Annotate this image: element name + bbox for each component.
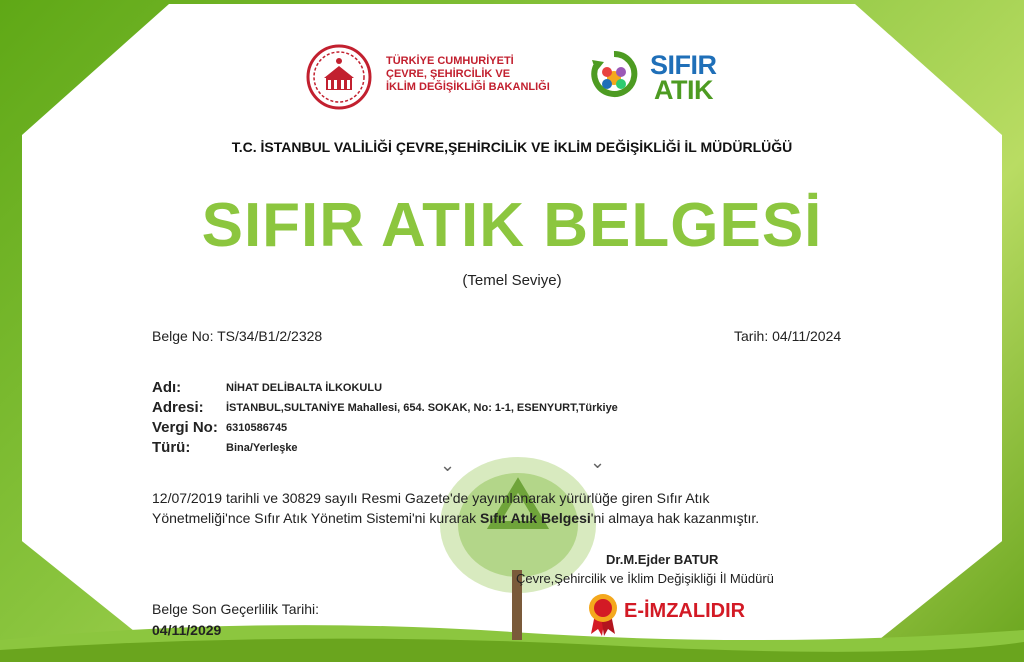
certificate-statement: [152, 488, 842, 528]
type-label: Türü:: [152, 439, 191, 456]
ministry-name: [386, 55, 550, 94]
address-label: Adresi:: [152, 399, 204, 416]
validity-date: 04/11/2029: [152, 622, 222, 638]
ministry-line-3: İKLİM DEĞİŞİKLİĞİ BAKANLIĞI: [386, 81, 550, 93]
ministry-seal-icon: [306, 44, 372, 110]
statement-line-1: 12/07/2019 tarihli ve 30829 sayılı Resmi Gazete'de yayımlanarak yürürlüğe giren Sıfır Atık: [152, 490, 710, 506]
issue-date: Tarih: 04/11/2024: [734, 328, 842, 344]
sifir-atik-brand: [650, 50, 717, 105]
logo-word-sifir: SIFIR: [650, 50, 717, 80]
bird-icon: ⌄: [590, 452, 606, 472]
bird-icon: ⌄: [440, 455, 456, 475]
certificate-level: (Temel Seviye): [462, 272, 562, 289]
directorate-heading: T.C. İSTANBUL VALİLİĞİ ÇEVRE,ŞEHİRCİLİK VE İKLİM DEĞİŞİKLİĞİ İL MÜDÜRLÜĞÜ: [231, 139, 793, 155]
certificate-title: SIFIR ATIK BELGESİ: [201, 191, 823, 260]
certificate-name-bold: Sıfır Atık Belgesi: [480, 510, 591, 526]
address-value: İSTANBUL,SULTANİYE Mahallesi, 654. SOKAK, No: 1-1, ESENYURT,Türkiye: [226, 402, 618, 414]
signer-title: Çevre,Şehircilik ve İklim Değişikliği İl Müdürü: [516, 571, 774, 586]
name-label: Adı:: [152, 379, 182, 396]
e-signed-stamp: E-İMZALIDIR: [624, 600, 746, 622]
ministry-line-1: TÜRKİYE CUMHURİYETİ: [386, 55, 514, 67]
tax-value: 6310586745: [226, 422, 288, 434]
rosette-icon: [585, 592, 621, 636]
ministry-line-2: ÇEVRE, ŞEHİRCİLİK VE: [386, 68, 511, 80]
sifir-atik-logo-icon: [590, 48, 638, 106]
name-value: NİHAT DELİBALTA İLKOKULU: [226, 382, 383, 394]
recycle-tree-icon: [430, 450, 605, 650]
tax-label: Vergi No:: [152, 419, 218, 436]
statement-line-2: Yönetmeliği'nce Sıfır Atık Yönetim Sistemi'ni kurarak Sıfır Atık Belgesi'ni almaya hak kazanmıştır.: [152, 510, 760, 526]
signer-name: Dr.M.Ejder BATUR: [606, 552, 719, 567]
document-number: Belge No: TS/34/B1/2/2328: [152, 328, 323, 344]
logo-word-atik: ATIK: [654, 75, 713, 105]
type-value: Bina/Yerleşke: [226, 442, 298, 454]
validity-label: Belge Son Geçerlilik Tarihi:: [152, 601, 320, 617]
